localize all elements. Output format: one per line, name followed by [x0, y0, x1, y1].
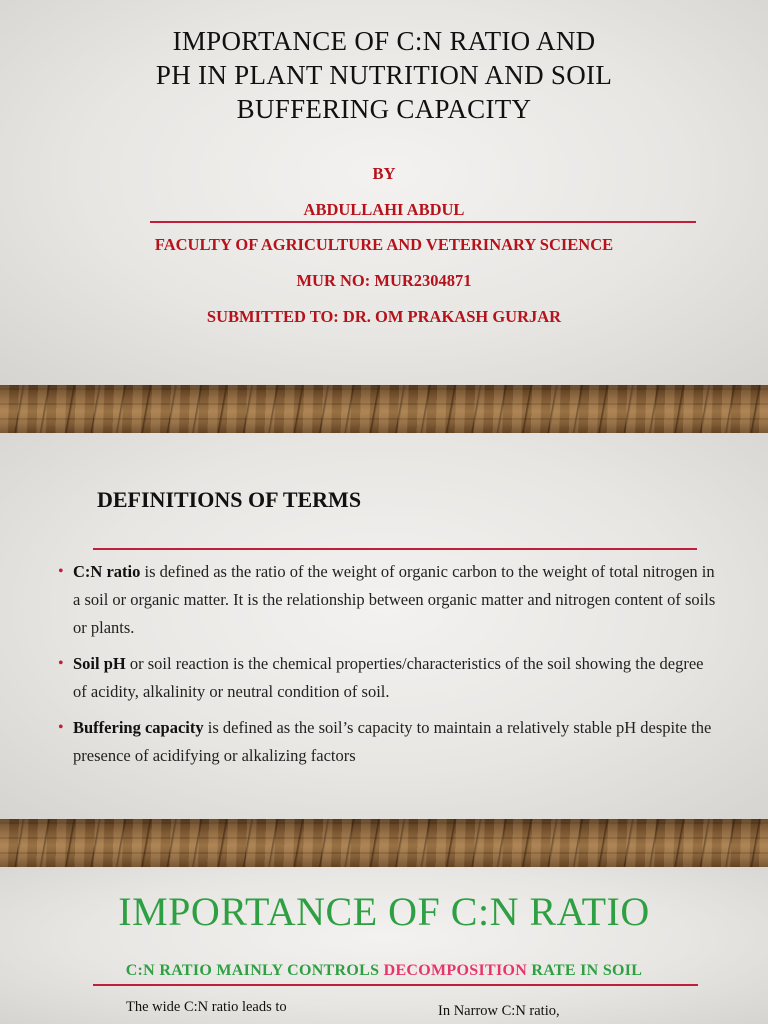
bullet-icon: •: [58, 655, 64, 672]
list-item: • Soil pH or soil reaction is the chemical properties/characteristics of the soil showing the degree of acidity, alkalinity or neutral condition of soil.: [58, 650, 718, 706]
wood-floor-divider: [0, 819, 768, 867]
list-item: • C:N ratio is defined as the ratio of the weight of organic carbon to the weight of total nitrogen in a soil or organic matter. It is the relationship between organic matter and nitrogen content of soils or plants.: [58, 558, 718, 642]
importance-divider: [93, 984, 698, 986]
list-item: • Buffering capacity is defined as the soil’s capacity to maintain a relatively stable pH despite the presence of acidifying or alkalizing factors: [58, 714, 718, 770]
by-label: BY: [372, 164, 396, 183]
right-column-text: In Narrow C:N ratio,: [438, 1003, 560, 1019]
presentation-title: IMPORTANCE OF C:N RATIO AND PH IN PLANT NUTRITION AND SOIL BUFFERING CAPACITY: [155, 26, 613, 124]
importance-subtitle: C:N RATIO MAINLY CONTROLS DECOMPOSITION RATE IN SOIL: [125, 962, 643, 979]
bullet-icon: •: [58, 719, 64, 736]
title-divider: [150, 221, 696, 223]
bullet-icon: •: [58, 563, 64, 580]
slide-title: [0, 0, 768, 385]
author-name: ABDULLAHI ABDUL: [303, 200, 465, 219]
definitions-list: [58, 558, 718, 778]
mur-number: MUR NO: MUR2304871: [296, 271, 472, 290]
faculty-name: FACULTY OF AGRICULTURE AND VETERINARY SCIENCE: [154, 235, 614, 254]
definitions-divider: [93, 548, 697, 550]
definitions-title: DEFINITIONS OF TERMS: [97, 487, 362, 512]
wood-floor-divider: [0, 385, 768, 433]
left-column-text: The wide C:N ratio leads to: [126, 999, 287, 1015]
importance-title: IMPORTANCE OF C:N RATIO: [118, 889, 650, 934]
submitted-to: SUBMITTED TO: DR. OM PRAKASH GURJAR: [206, 307, 562, 326]
